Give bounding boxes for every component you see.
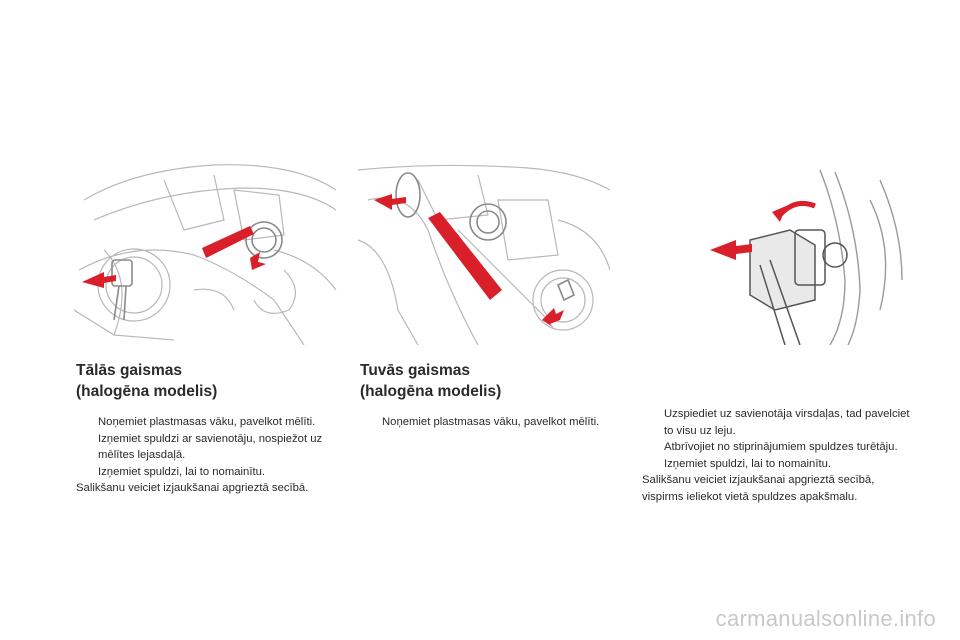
list-item (76, 414, 346, 431)
section-bulb-replacement (642, 406, 912, 505)
step-list (360, 414, 630, 431)
step-text: Uzspiediet uz savienotāja virsdaļas, tad pavelciet to visu uz leju. (664, 408, 910, 437)
low-beam-diagram (358, 160, 610, 345)
list-item (76, 464, 346, 481)
step-text: Izņemiet spuldzi ar savienotāju, nospiežot uz mēlītes lejasdaļā. (98, 432, 323, 461)
watermark: carmanualsonline.info (715, 606, 936, 631)
list-item (642, 406, 912, 439)
step-list (76, 414, 346, 480)
illustration-low-beam (358, 160, 610, 345)
step-text: Noņemiet plastmasas vāku, pavelkot mēlīti. (382, 416, 600, 428)
section-high-beam (76, 360, 346, 497)
section-low-beam (360, 360, 630, 431)
reassembly-note: Salikšanu veiciet izjaukšanai apgrieztā secībā, vispirms ieliekot vietā spuldzes apakšmalu. (642, 474, 875, 503)
reassembly-note: Salikšanu veiciet izjaukšanai apgrieztā secībā. (76, 482, 309, 494)
section-heading (76, 360, 346, 402)
illustration-bulb-holder (640, 160, 906, 345)
high-beam-diagram (74, 160, 340, 345)
step-list (642, 406, 912, 472)
step-text: Izņemiet spuldzi, lai to nomainītu. (664, 457, 832, 470)
step-text: Atbrīvojiet no stiprinājumiem spuldzes turētāju. (664, 441, 898, 453)
heading-line-1: Tālās gaismas (76, 362, 182, 379)
heading-line-2: (halogēna modelis) (76, 383, 218, 400)
section-heading (360, 360, 630, 402)
list-item (642, 456, 912, 473)
heading-line-2: (halogēna modelis) (360, 383, 502, 400)
step-text: Noņemiet plastmasas vāku, pavelkot mēlīti. (98, 416, 316, 428)
step-text: Izņemiet spuldzi, lai to nomainītu. (98, 465, 266, 478)
illustration-high-beam (74, 160, 340, 345)
heading-line-1: Tuvās gaismas (360, 362, 470, 379)
bulb-holder-diagram (640, 160, 906, 345)
list-item (360, 414, 630, 431)
list-item (76, 431, 346, 464)
list-item (642, 439, 912, 456)
